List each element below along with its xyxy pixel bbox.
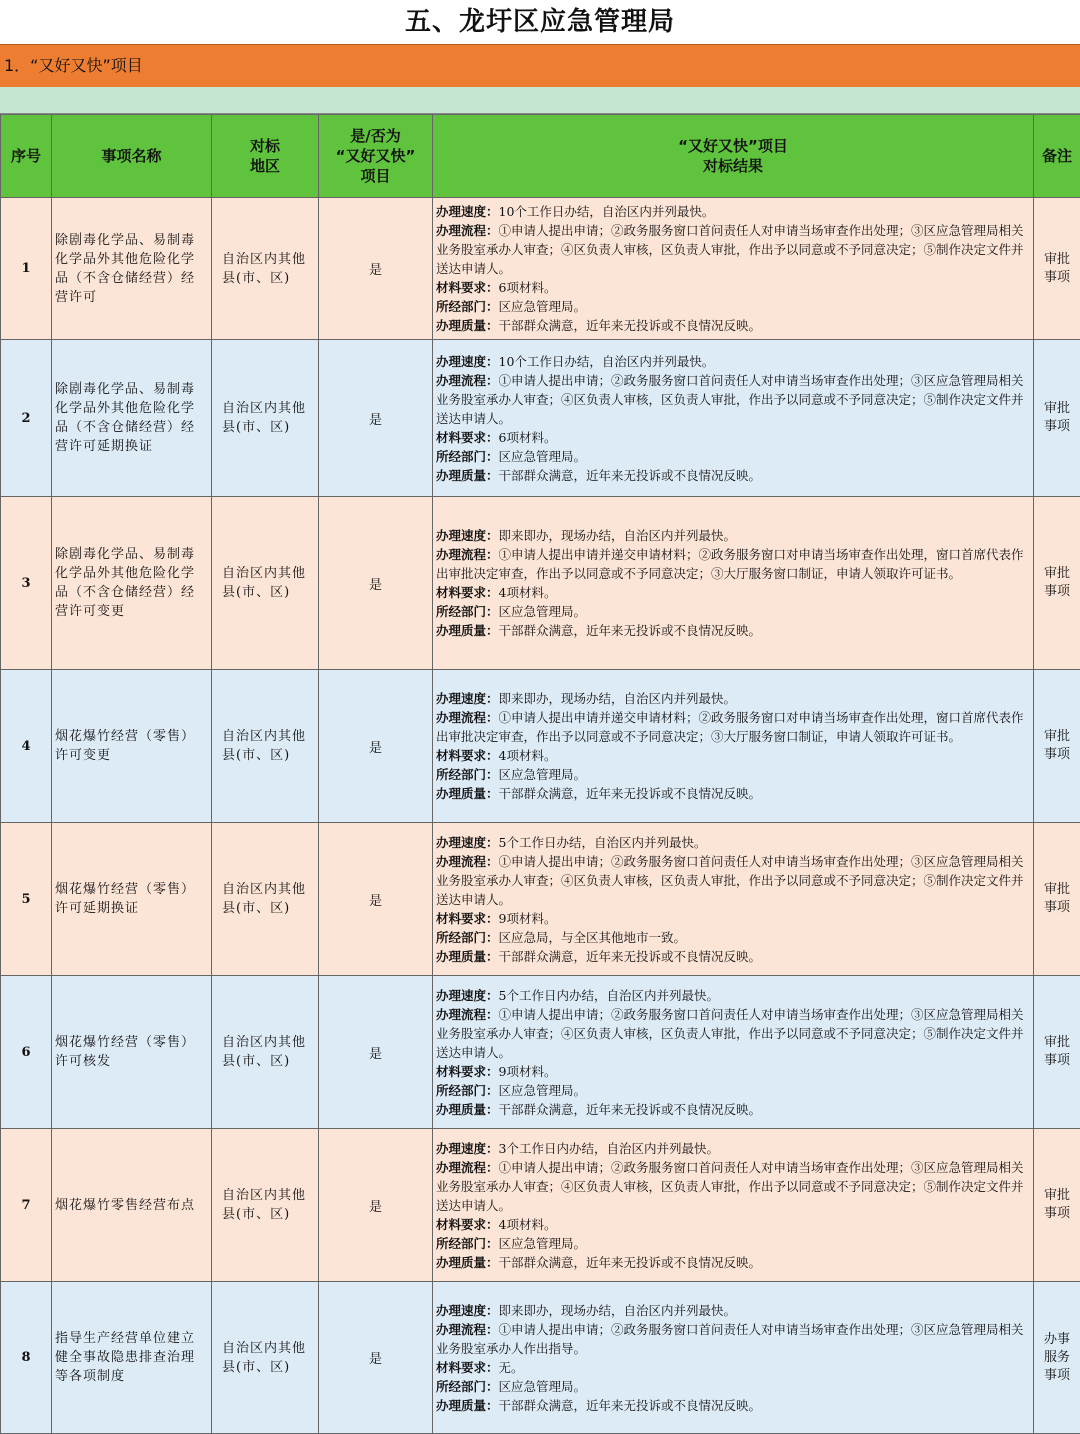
result-quality — [436, 316, 1027, 335]
result-quality — [436, 621, 1027, 640]
result-quality — [436, 1396, 1027, 1415]
result-quality — [436, 466, 1027, 485]
result-dept-value: 区应急管理局。 — [499, 767, 587, 782]
result-quality-value: 干部群众满意，近年来无投诉或不良情况反映。 — [499, 1398, 762, 1413]
row-remark: 审批事项 — [1034, 340, 1080, 497]
result-material — [436, 278, 1027, 297]
result-dept — [436, 602, 1027, 621]
result-dept — [436, 297, 1027, 316]
result-dept-label: 所经部门： — [436, 604, 499, 619]
result-material — [436, 428, 1027, 447]
result-quality — [436, 1100, 1027, 1119]
row-region: 自治区内其他县(市、区) — [212, 976, 319, 1129]
row-is-project: 是 — [319, 198, 433, 340]
result-material-label: 材料要求： — [436, 1064, 499, 1079]
result-dept — [436, 928, 1027, 947]
row-result — [433, 497, 1034, 670]
result-process-label: 办理流程： — [436, 547, 499, 562]
result-material — [436, 1062, 1027, 1081]
result-dept-label: 所经部门： — [436, 299, 499, 314]
page-title: 五、龙圩区应急管理局 — [0, 0, 1080, 44]
result-process — [436, 852, 1027, 909]
result-quality — [436, 784, 1027, 803]
result-speed — [436, 986, 1027, 1005]
row-region: 自治区内其他县(市、区) — [212, 823, 319, 976]
result-process — [436, 371, 1027, 428]
header-seq: 序号 — [1, 115, 52, 198]
result-speed-label: 办理速度： — [436, 1303, 499, 1318]
result-dept — [436, 1234, 1027, 1253]
result-process-label: 办理流程： — [436, 223, 499, 238]
result-material — [436, 1215, 1027, 1234]
section-heading: 1．“又好又快”项目 — [0, 44, 1080, 87]
result-quality-label: 办理质量： — [436, 1398, 499, 1413]
result-material-value: 4项材料。 — [499, 1217, 557, 1232]
result-material — [436, 909, 1027, 928]
row-result — [433, 670, 1034, 823]
result-quality-label: 办理质量： — [436, 1102, 499, 1117]
result-process-value: ①申请人提出申请；②政务服务窗口首问责任人对申请当场审查作出处理；③区应急管理局相关业务股室承办人审查；④区负责人审核，区负责人审批，作出予以同意或不予同意决定；⑤制作决定文件并送达申请人。 — [436, 1160, 1024, 1213]
row-result — [433, 976, 1034, 1129]
result-process-label: 办理流程： — [436, 1160, 499, 1175]
result-dept — [436, 1377, 1027, 1396]
result-quality-label: 办理质量： — [436, 623, 499, 638]
result-dept-value: 区应急管理局。 — [499, 299, 587, 314]
row-remark: 审批事项 — [1034, 670, 1080, 823]
result-dept — [436, 1081, 1027, 1100]
result-dept-label: 所经部门： — [436, 1236, 499, 1251]
result-quality-label: 办理质量： — [436, 1255, 499, 1270]
result-process-label: 办理流程： — [436, 854, 499, 869]
result-dept-value: 区应急管理局。 — [499, 1236, 587, 1251]
row-remark: 审批事项 — [1034, 823, 1080, 976]
row-region: 自治区内其他县(市、区) — [212, 497, 319, 670]
row-result — [433, 823, 1034, 976]
result-process-label: 办理流程： — [436, 373, 499, 388]
result-process — [436, 545, 1027, 583]
row-region: 自治区内其他县(市、区) — [212, 340, 319, 497]
row-item-name: 烟花爆竹经营（零售）许可延期换证 — [52, 823, 212, 976]
result-material-value: 4项材料。 — [499, 585, 557, 600]
result-speed — [436, 526, 1027, 545]
header-name: 事项名称 — [52, 115, 212, 198]
result-quality — [436, 1253, 1027, 1272]
result-material-value: 4项材料。 — [499, 748, 557, 763]
result-dept-value: 区应急局，与全区其他地市一致。 — [499, 930, 687, 945]
row-is-project: 是 — [319, 1129, 433, 1282]
row-seq: 7 — [1, 1129, 52, 1282]
table-row — [1, 198, 1080, 340]
result-speed-label: 办理速度： — [436, 354, 499, 369]
row-region: 自治区内其他县(市、区) — [212, 1282, 319, 1434]
result-process — [436, 221, 1027, 278]
result-speed-value: 即来即办，现场办结，自治区内并列最快。 — [499, 1303, 737, 1318]
result-quality — [436, 947, 1027, 966]
result-speed — [436, 352, 1027, 371]
result-material-label: 材料要求： — [436, 748, 499, 763]
result-process-value: ①申请人提出申请并递交申请材料；②政务服务窗口对申请当场审查作出处理，窗口首席代表作出审批决定审查，作出予以同意或不予同意决定；③大厅服务窗口制证，申请人领取许可证书。 — [436, 710, 1024, 744]
table-header-row — [1, 115, 1080, 198]
result-quality-label: 办理质量： — [436, 318, 499, 333]
result-speed-value: 5个工作日办结，自治区内并列最快。 — [499, 835, 707, 850]
result-process-value: ①申请人提出申请并递交申请材料；②政务服务窗口对申请当场审查作出处理，窗口首席代表作出审批决定审查，作出予以同意或不予同意决定；③大厅服务窗口制证，申请人领取许可证书。 — [436, 547, 1024, 581]
result-dept-value: 区应急管理局。 — [499, 1083, 587, 1098]
result-speed-value: 5个工作日内办结，自治区内并列最快。 — [499, 988, 719, 1003]
row-is-project: 是 — [319, 670, 433, 823]
result-material-label: 材料要求： — [436, 911, 499, 926]
result-speed-label: 办理速度： — [436, 204, 499, 219]
result-speed-value: 10个工作日办结，自治区内并列最快。 — [499, 204, 715, 219]
row-is-project: 是 — [319, 340, 433, 497]
row-seq: 8 — [1, 1282, 52, 1434]
result-dept-label: 所经部门： — [436, 1083, 499, 1098]
result-material — [436, 1358, 1027, 1377]
row-region: 自治区内其他县(市、区) — [212, 670, 319, 823]
result-process-label: 办理流程： — [436, 1322, 499, 1337]
row-item-name: 指导生产经营单位建立健全事故隐患排查治理等各项制度 — [52, 1282, 212, 1434]
table-row — [1, 340, 1080, 497]
table-row — [1, 670, 1080, 823]
result-quality-label: 办理质量： — [436, 468, 499, 483]
row-item-name: 除剧毒化学品、易制毒化学品外其他危险化学品（不含仓储经营）经营许可 — [52, 198, 212, 340]
result-material — [436, 746, 1027, 765]
result-speed-label: 办理速度： — [436, 1141, 499, 1156]
result-material-value: 6项材料。 — [499, 280, 557, 295]
result-speed — [436, 1139, 1027, 1158]
result-speed — [436, 202, 1027, 221]
result-process-label: 办理流程： — [436, 710, 499, 725]
result-quality-value: 干部群众满意，近年来无投诉或不良情况反映。 — [499, 623, 762, 638]
row-item-name: 除剧毒化学品、易制毒化学品外其他危险化学品（不含仓储经营）经营许可变更 — [52, 497, 212, 670]
result-speed-label: 办理速度： — [436, 835, 499, 850]
header-result: “又好又快”项目 对标结果 — [433, 115, 1034, 198]
result-process-value: ①申请人提出申请；②政务服务窗口首问责任人对申请当场审查作出处理；③区应急管理局相关业务股室承办人审查；④区负责人审核，区负责人审批，作出予以同意或不予同意决定；⑤制作决定文件并送达申请人。 — [436, 373, 1024, 426]
result-material-label: 材料要求： — [436, 585, 499, 600]
result-dept-label: 所经部门： — [436, 449, 499, 464]
result-process — [436, 1158, 1027, 1215]
row-item-name: 除剧毒化学品、易制毒化学品外其他危险化学品（不含仓储经营）经营许可延期换证 — [52, 340, 212, 497]
table-row — [1, 497, 1080, 670]
result-dept-label: 所经部门： — [436, 1379, 499, 1394]
row-remark: 审批事项 — [1034, 497, 1080, 670]
row-seq: 2 — [1, 340, 52, 497]
result-material-value: 9项材料。 — [499, 911, 557, 926]
result-process — [436, 1320, 1027, 1358]
result-material — [436, 583, 1027, 602]
table-row — [1, 823, 1080, 976]
result-speed — [436, 689, 1027, 708]
items-table — [0, 114, 1080, 1434]
result-dept-value: 区应急管理局。 — [499, 604, 587, 619]
result-speed-value: 3个工作日内办结，自治区内并列最快。 — [499, 1141, 719, 1156]
result-process-value: ①申请人提出申请；②政务服务窗口首问责任人对申请当场审查作出处理；③区应急管理局相关业务股室承办人审查；④区负责人审核，区负责人审批，作出予以同意或不予同意决定；⑤制作决定文件并送达申请人。 — [436, 1007, 1024, 1060]
result-dept-value: 区应急管理局。 — [499, 449, 587, 464]
result-speed — [436, 833, 1027, 852]
result-quality-label: 办理质量： — [436, 949, 499, 964]
header-region: 对标 地区 — [212, 115, 319, 198]
result-quality-value: 干部群众满意，近年来无投诉或不良情况反映。 — [499, 949, 762, 964]
result-material-label: 材料要求： — [436, 1360, 499, 1375]
result-material-label: 材料要求： — [436, 280, 499, 295]
result-speed-value: 10个工作日办结，自治区内并列最快。 — [499, 354, 715, 369]
result-process-value: ①申请人提出申请；②政务服务窗口首问责任人对申请当场审查作出处理；③区应急管理局相关业务股室承办人审查；④区负责人审核，区负责人审批，作出予以同意或不予同意决定；⑤制作决定文件并送达申请人。 — [436, 223, 1024, 276]
result-speed — [436, 1301, 1027, 1320]
row-seq: 3 — [1, 497, 52, 670]
result-process-value: ①申请人提出申请；②政务服务窗口首问责任人对申请当场审查作出处理；③区应急管理局相关业务股室承办人审查；④区负责人审核，区负责人审批，作出予以同意或不予同意决定；⑤制作决定文件并送达申请人。 — [436, 854, 1024, 907]
result-speed-label: 办理速度： — [436, 691, 499, 706]
row-remark: 办事服务事项 — [1034, 1282, 1080, 1434]
row-result — [433, 340, 1034, 497]
row-is-project: 是 — [319, 497, 433, 670]
row-is-project: 是 — [319, 1282, 433, 1434]
result-speed-label: 办理速度： — [436, 988, 499, 1003]
result-quality-value: 干部群众满意，近年来无投诉或不良情况反映。 — [499, 1102, 762, 1117]
row-region: 自治区内其他县(市、区) — [212, 198, 319, 340]
row-result — [433, 1282, 1034, 1434]
result-quality-value: 干部群众满意，近年来无投诉或不良情况反映。 — [499, 468, 762, 483]
result-speed-value: 即来即办，现场办结，自治区内并列最快。 — [499, 691, 737, 706]
result-speed-label: 办理速度： — [436, 528, 499, 543]
section-spacer — [0, 87, 1080, 114]
row-seq: 1 — [1, 198, 52, 340]
result-dept-label: 所经部门： — [436, 767, 499, 782]
row-seq: 5 — [1, 823, 52, 976]
row-seq: 4 — [1, 670, 52, 823]
table-row — [1, 1282, 1080, 1434]
row-seq: 6 — [1, 976, 52, 1129]
result-dept-value: 区应急管理局。 — [499, 1379, 587, 1394]
row-result — [433, 1129, 1034, 1282]
result-dept — [436, 765, 1027, 784]
row-result — [433, 198, 1034, 340]
row-remark: 审批事项 — [1034, 976, 1080, 1129]
result-material-value: 9项材料。 — [499, 1064, 557, 1079]
header-is: 是/否为 “又好又快” 项目 — [319, 115, 433, 198]
header-remark: 备注 — [1034, 115, 1080, 198]
row-item-name: 烟花爆竹经营（零售）许可变更 — [52, 670, 212, 823]
result-process — [436, 708, 1027, 746]
row-item-name: 烟花爆竹零售经营布点 — [52, 1129, 212, 1282]
table-row — [1, 976, 1080, 1129]
result-process-value: ①申请人提出申请；②政务服务窗口首问责任人对申请当场审查作出处理；③区应急管理局相关业务股室承办人作出指导。 — [436, 1322, 1024, 1356]
result-quality-label: 办理质量： — [436, 786, 499, 801]
row-region: 自治区内其他县(市、区) — [212, 1129, 319, 1282]
result-material-label: 材料要求： — [436, 430, 499, 445]
result-material-value: 6项材料。 — [499, 430, 557, 445]
row-remark: 审批事项 — [1034, 1129, 1080, 1282]
result-material-label: 材料要求： — [436, 1217, 499, 1232]
result-quality-value: 干部群众满意，近年来无投诉或不良情况反映。 — [499, 318, 762, 333]
result-quality-value: 干部群众满意，近年来无投诉或不良情况反映。 — [499, 1255, 762, 1270]
result-speed-value: 即来即办，现场办结，自治区内并列最快。 — [499, 528, 737, 543]
result-dept-label: 所经部门： — [436, 930, 499, 945]
result-quality-value: 干部群众满意，近年来无投诉或不良情况反映。 — [499, 786, 762, 801]
row-item-name: 烟花爆竹经营（零售）许可核发 — [52, 976, 212, 1129]
result-dept — [436, 447, 1027, 466]
row-is-project: 是 — [319, 823, 433, 976]
result-process-label: 办理流程： — [436, 1007, 499, 1022]
result-process — [436, 1005, 1027, 1062]
row-remark: 审批事项 — [1034, 198, 1080, 340]
table-row — [1, 1129, 1080, 1282]
result-material-value: 无。 — [499, 1360, 524, 1375]
row-is-project: 是 — [319, 976, 433, 1129]
